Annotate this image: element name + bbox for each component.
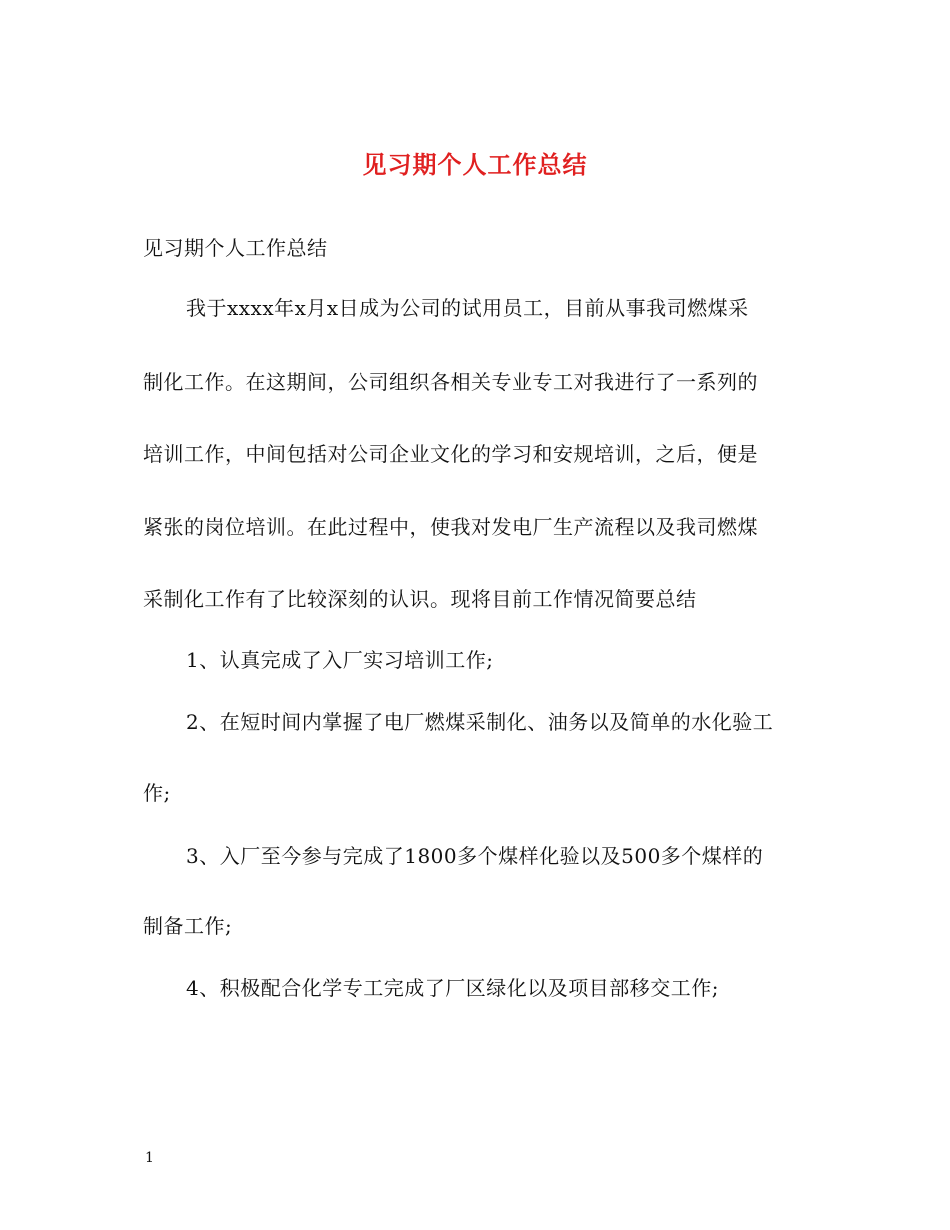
list-item-continuation: 制备工作;	[143, 914, 233, 938]
page-number: 1	[145, 1150, 154, 1166]
list-item-line: 1、认真完成了入厂实习培训工作;	[186, 648, 494, 672]
list-item-continuation: 作;	[143, 781, 171, 805]
document-title: 见习期个人工作总结	[362, 150, 588, 179]
list-item-line: 3、入厂至今参与完成了1800多个煤样化验以及500多个煤样的	[186, 844, 764, 868]
subtitle-line: 见习期个人工作总结	[143, 236, 328, 260]
paragraph-line: 培训工作，中间包括对公司企业文化的学习和安规培训，之后，便是	[143, 442, 758, 466]
list-item-line: 2、在短时间内掌握了电厂燃煤采制化、油务以及简单的水化验工	[186, 710, 774, 734]
paragraph-line: 采制化工作有了比较深刻的认识。现将目前工作情况简要总结	[143, 587, 697, 611]
paragraph-line: 制化工作。在这期间，公司组织各相关专业专工对我进行了一系列的	[143, 370, 758, 394]
paragraph-line: 我于xxxx年x月x日成为公司的试用员工，目前从事我司燃煤采	[186, 296, 749, 320]
paragraph-line: 紧张的岗位培训。在此过程中，使我对发电厂生产流程以及我司燃煤	[143, 515, 758, 539]
list-item-line: 4、积极配合化学专工完成了厂区绿化以及项目部移交工作;	[186, 976, 719, 1000]
